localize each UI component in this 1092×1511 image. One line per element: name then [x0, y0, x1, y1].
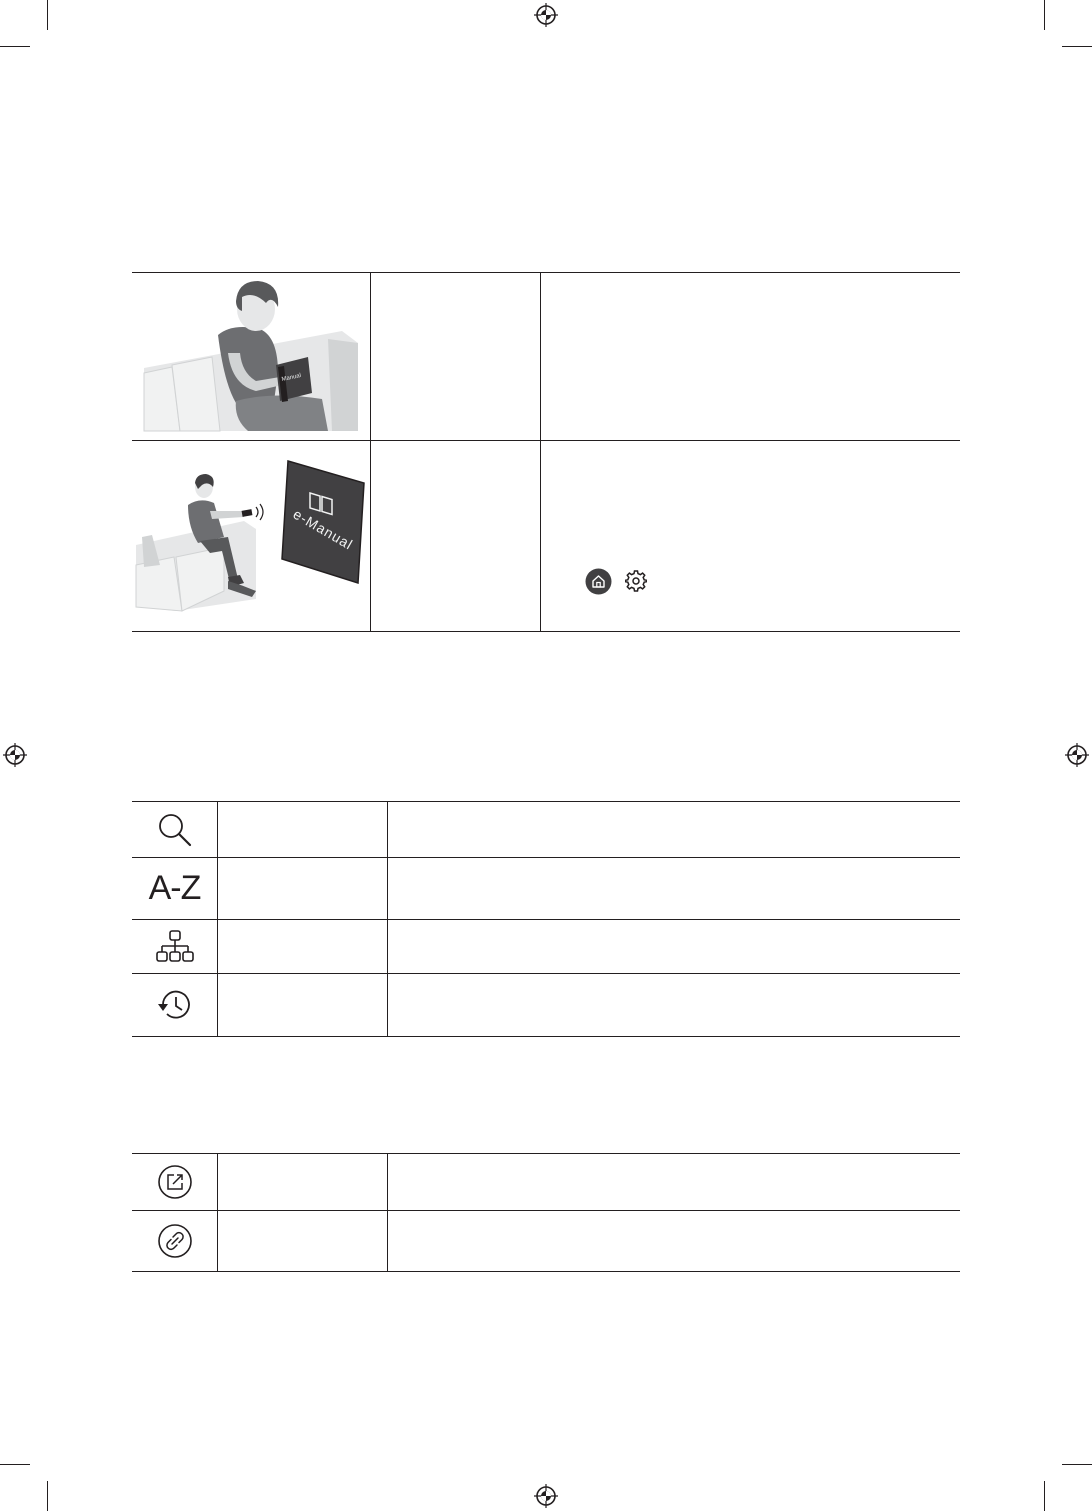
recently-viewed-history-icon: [156, 986, 194, 1024]
crop-mark-bottom-right-vertical: [1044, 1481, 1045, 1511]
site-map-name: [228, 920, 378, 973]
crop-mark-bottom-left-horizontal: [0, 1464, 30, 1465]
site-map-description: [400, 920, 952, 973]
column-divider: [370, 441, 371, 631]
e-manual-screen-label: e-Manual: [290, 505, 356, 553]
table-row: [132, 1210, 960, 1272]
link-description: [400, 1211, 952, 1271]
manual-cover-label: Manual: [281, 372, 302, 383]
table-row: [132, 919, 960, 973]
search-icon: [156, 811, 194, 849]
column-divider: [370, 273, 371, 440]
registration-mark-left: [3, 743, 27, 767]
illustration-cell: [132, 273, 370, 440]
recently-viewed-name: [228, 974, 378, 1036]
manual-description-cell: [552, 273, 952, 440]
person-reading-printed-manual-illustration: [132, 273, 370, 440]
person-viewing-e-manual-illustration: [132, 441, 370, 631]
crop-mark-top-left-vertical: [47, 0, 48, 30]
table-row-e-manual: [132, 440, 960, 632]
illustration-cell: [132, 441, 370, 631]
function-icons-table: [132, 1153, 960, 1272]
crop-mark-bottom-right-horizontal: [1062, 1464, 1092, 1465]
navigation-icons-table: [132, 801, 960, 1037]
crop-mark-top-left-horizontal: [0, 46, 30, 47]
index-description: [400, 858, 952, 919]
search-name: [228, 802, 378, 857]
index-a-z-icon: A-Z: [148, 869, 201, 907]
link-icon: [157, 1223, 193, 1259]
recently-viewed-description: [400, 974, 952, 1036]
site-map-icon: [155, 930, 195, 964]
registration-mark-bottom: [534, 1484, 558, 1508]
index-name: [228, 858, 378, 919]
table-row: [132, 857, 960, 919]
crop-mark-top-right-horizontal: [1062, 46, 1092, 47]
table-row: [132, 973, 960, 1037]
table-row: [132, 801, 960, 857]
registration-mark-right: [1065, 743, 1089, 767]
column-divider: [540, 441, 541, 631]
table-row: [132, 1153, 960, 1210]
try-now-name: [228, 1154, 378, 1210]
manual-title-cell: [380, 273, 530, 440]
link-name: [228, 1211, 378, 1271]
e-manual-description-cell: [552, 441, 952, 631]
manual-types-table: [132, 272, 960, 632]
crop-mark-top-right-vertical: [1044, 0, 1045, 30]
crop-mark-bottom-left-vertical: [47, 1481, 48, 1511]
try-now-icon: [157, 1164, 193, 1200]
table-row-printed-manual: [132, 272, 960, 440]
try-now-description: [400, 1154, 952, 1210]
home-icon: [585, 568, 612, 595]
registration-mark-top: [534, 3, 558, 27]
search-description: [400, 802, 952, 857]
settings-gear-icon: [625, 570, 647, 592]
column-divider: [540, 273, 541, 440]
e-manual-title-cell: [380, 441, 530, 631]
